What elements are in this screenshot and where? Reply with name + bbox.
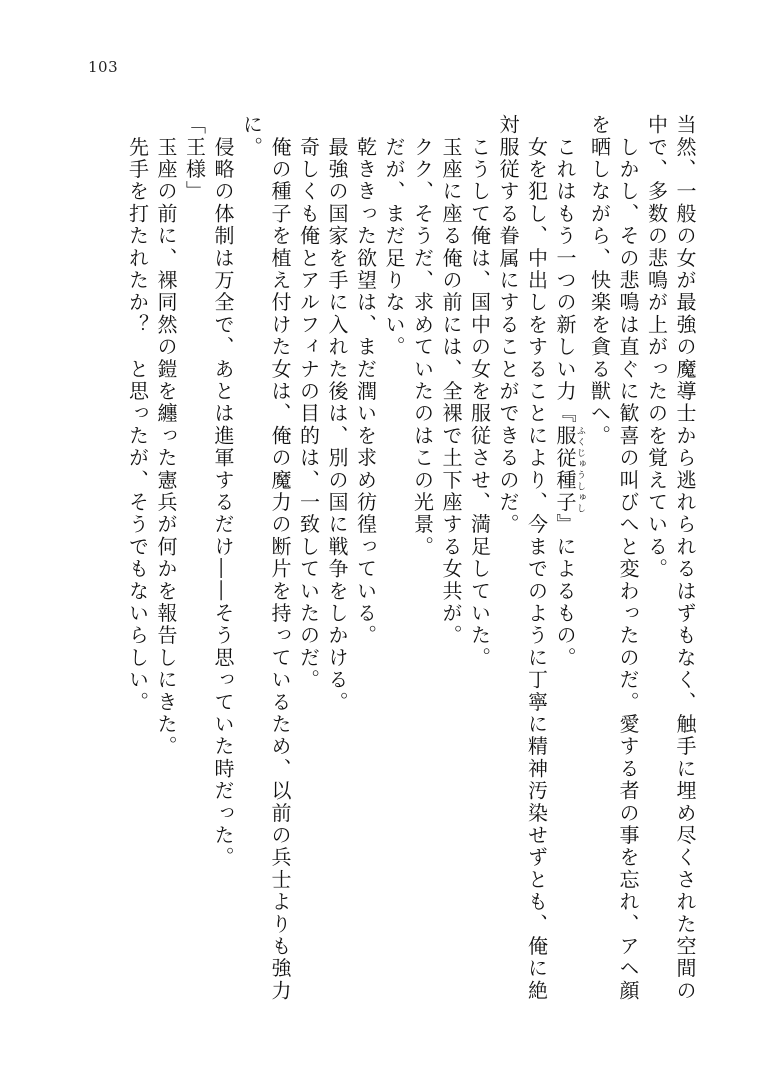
ruby-reading: ふくじゅうしゅし [575, 424, 585, 514]
paragraph-text: こうして俺は、国中の女を服従させ、満足していた。 [467, 136, 492, 670]
page-number: 103 [88, 58, 119, 76]
paragraph-text: 奇しくも俺とアルフィナの目的は、一致していたのだ。 [296, 136, 321, 692]
paragraph [209, 114, 238, 1014]
body-text [123, 114, 699, 1014]
paragraph-text: 侵略の体制は万全で、あとは進軍するだけ――そう思っていた時だった。 [211, 136, 235, 869]
paragraph-text: 』によるもの。 [553, 513, 577, 670]
paragraph [123, 114, 152, 1014]
paragraph [408, 114, 437, 1014]
paragraph-text: 玉座の前に、裸同然の鎧を纏った憲兵が何かを報告しにきた。 [154, 136, 178, 758]
paragraph [152, 114, 181, 1014]
ruby-term [553, 424, 585, 514]
paragraph-text: これはもう一つの新しい力『 [553, 136, 577, 425]
paragraph [380, 114, 409, 1014]
paragraph [437, 114, 466, 1014]
paragraph-text: だが、まだ足りない。 [382, 136, 406, 359]
ruby-base: 服従種子 [553, 424, 577, 514]
paragraph-text: 先手を打たれたか？ と思ったが、そうでもないらしい。 [125, 136, 150, 714]
paragraph [351, 114, 380, 1014]
paragraph-text: クク、そうだ、求めていたのはこの光景。 [410, 136, 435, 559]
paragraph [494, 114, 551, 1014]
paragraph [585, 114, 642, 1014]
paragraph [294, 114, 323, 1014]
paragraph-text: 乾ききった欲望は、まだ潤いを求め彷徨っている。 [353, 136, 378, 647]
paragraph [237, 114, 294, 1014]
paragraph-text: しかし、その悲鳴は直ぐに歓喜の叫びへと変わったのだ。愛する者の事を忘れ、アヘ顔を晒しながら、快楽を貪る獣へ。 [587, 114, 640, 1003]
paragraph [551, 114, 586, 1014]
paragraph-text: 最強の国家を手に入れた後は、別の国に戦争をしかける。 [325, 136, 349, 714]
dialogue-line: 「王様」 [182, 114, 207, 203]
paragraph [323, 114, 352, 1014]
paragraph-text: 女を犯し、中出しをすることにより、今までのように丁寧に精神汚染せずとも、俺に絶対服従する眷属にすることができるのだ。 [496, 114, 549, 1003]
paragraph-text: 玉座に座る俺の前には、全裸で土下座する女共が。 [439, 136, 463, 647]
paragraph [465, 114, 494, 1014]
paragraph: 当然、一般の女が最強の魔導士から逃れられるはずもなく、触手に埋め尽くされた空間の中で、多数の悲鳴が上がったのを覚えている。 [644, 114, 697, 1002]
paragraph-text: 俺の種子を植え付けた女は、俺の魔力の断片を持っているため、以前の兵士よりも強力に。 [239, 114, 292, 1003]
